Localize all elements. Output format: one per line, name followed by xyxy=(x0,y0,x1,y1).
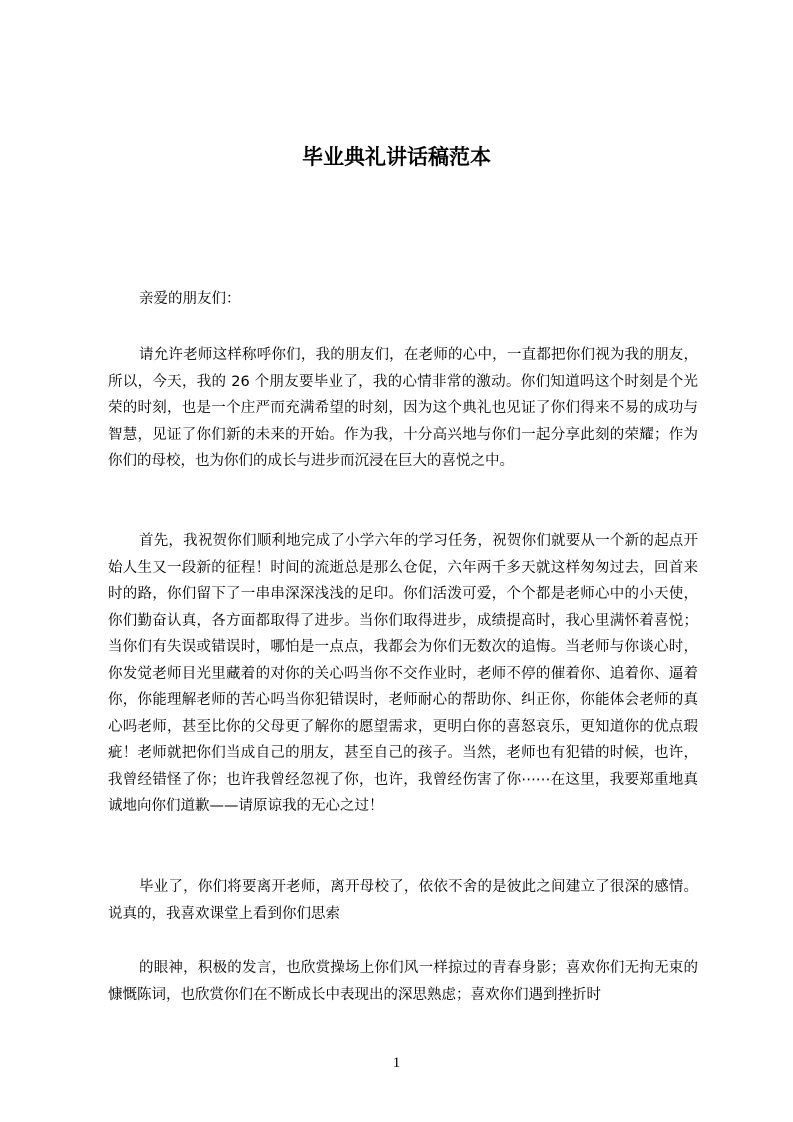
paragraph-graduation: 毕业了，你们将要离开老师，离开母校了，依依不舍的是彼此之间建立了很深的感情。说真的，我喜欢课堂上看到你们思索 xyxy=(108,879,698,922)
paragraph-appreciation: 的眼神，积极的发言，也欣赏操场上你们风一样掠过的青春身影；喜欢你们无拘无束的慷慨陈词，也欣赏你们在不断成长中表现出的深思熟虑；喜欢你们遇到挫折时 xyxy=(108,960,698,1003)
paragraph-congratulations: 首先，我祝贺你们顺利地完成了小学六年的学习任务，祝贺你们就要从一个新的起点开始人生又一段新的征程！时间的流逝总是那么仓促，六年两千多天就这样匆匆过去，回首来时的路，你们留下了一串串深深浅浅的足印。你们活泼可爱，个个都是老师心中的小天使，你们勤奋认真，各方面都取得了进步。当你们取得进步，成绩提高时，我心里满怀着喜悦；当你们有失误或错误时，哪怕是一点点，我都会为你们无数次的追悔。当老师与你谈心时，你发觉老师目光里藏着的对你的关心吗当你不交作业时，老师不停的催着你、追着你、逼着你，你能理解老师的苦心吗当你犯错误时，老师耐心的帮助你、纠正你，你能体会老师的真心吗老师，甚至比你的父母更了解你的愿望需求，更明白你的喜怒哀乐，更知道你的优点瑕疵！老师就把你们当成自己的朋友，甚至自己的孩子。当然，老师也有犯错的时候，也许，我曾经错怪了你；也许我曾经忽视了你，也许，我曾经伤害了你⋯⋯在这里，我要郑重地真诚地向你们道歉——请原谅我的无心之过！ xyxy=(108,533,698,814)
paragraph-invitation: 请允许老师这样称呼你们，我的朋友们，在老师的心中，一直都把你们视为我的朋友，所以，今天，我的 26 个朋友要毕业了，我的心情非常的激动。你们知道吗这个时刻是个光荣的时刻，也是一个庄严而充满希望的时刻，因为这个典礼也见证了你们得来不易的成功与智慧，见证了你们新的未来的开始。作为我，十分高兴地与你们一起分享此刻的荣耀；作为你们的母校，也为你们的成长与进步而沉浸在巨大的喜悦之中。 xyxy=(108,347,698,469)
document-title: 毕业典礼讲话稿范本 xyxy=(302,145,491,169)
page-number: 1 xyxy=(392,1055,401,1071)
salutation: 亲爱的朋友们： xyxy=(139,291,241,307)
